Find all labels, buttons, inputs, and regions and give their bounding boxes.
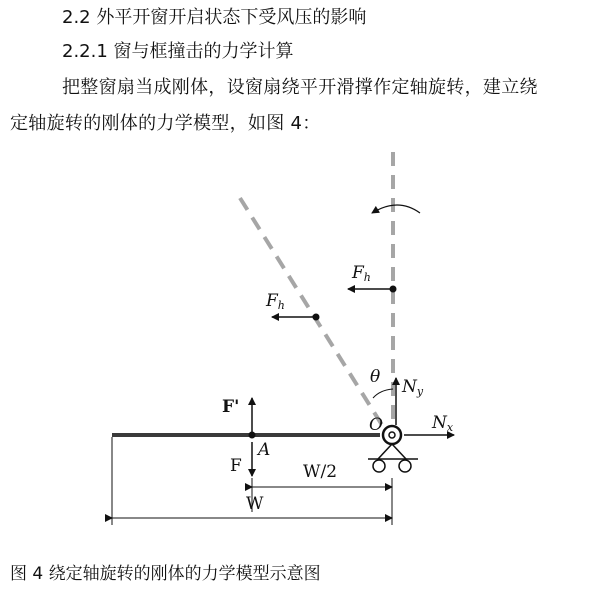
force-fh-mid-point — [313, 314, 320, 321]
force-fh-top-label: Fh — [352, 263, 371, 284]
point-a — [249, 432, 256, 439]
dim-w-half-label: W/2 — [303, 462, 338, 482]
support-roller-left — [373, 460, 385, 472]
support-leg-right — [392, 444, 406, 459]
force-fh-top-point — [390, 286, 397, 293]
force-f-label: F — [230, 456, 242, 476]
dim-w-label: W — [246, 494, 264, 514]
figure-caption: 图 4 绕定轴旋转的刚体的力学模型示意图 — [10, 564, 321, 584]
force-ny-label: Ny — [402, 377, 424, 398]
point-a-label: A — [258, 440, 271, 460]
theta-label: θ — [370, 367, 381, 387]
paragraph-line-1: 把整窗扇当成刚体，设窗扇绕平开滑撑作定轴旋转，建立绕 — [62, 77, 538, 98]
mechanics-diagram — [0, 140, 615, 550]
rotation-arrow — [372, 205, 420, 213]
pivot-o-label: O — [369, 415, 383, 435]
theta-arc — [373, 389, 393, 398]
paragraph-line-2: 定轴旋转的刚体的力学模型，如图 4： — [10, 113, 321, 134]
window-inclined-dashed — [240, 198, 382, 425]
force-f-prime-label: F' — [222, 397, 240, 417]
subsection-heading: 2.2.1 窗与框撞击的力学计算 — [62, 41, 294, 62]
force-nx-label: Nx — [432, 413, 454, 434]
force-fh-mid-label: Fh — [266, 291, 285, 312]
support-leg-left — [378, 444, 392, 459]
support-roller-right — [399, 460, 411, 472]
section-heading: 2.2 外平开窗开启状态下受风压的影响 — [62, 7, 367, 28]
pivot-inner — [389, 432, 395, 438]
